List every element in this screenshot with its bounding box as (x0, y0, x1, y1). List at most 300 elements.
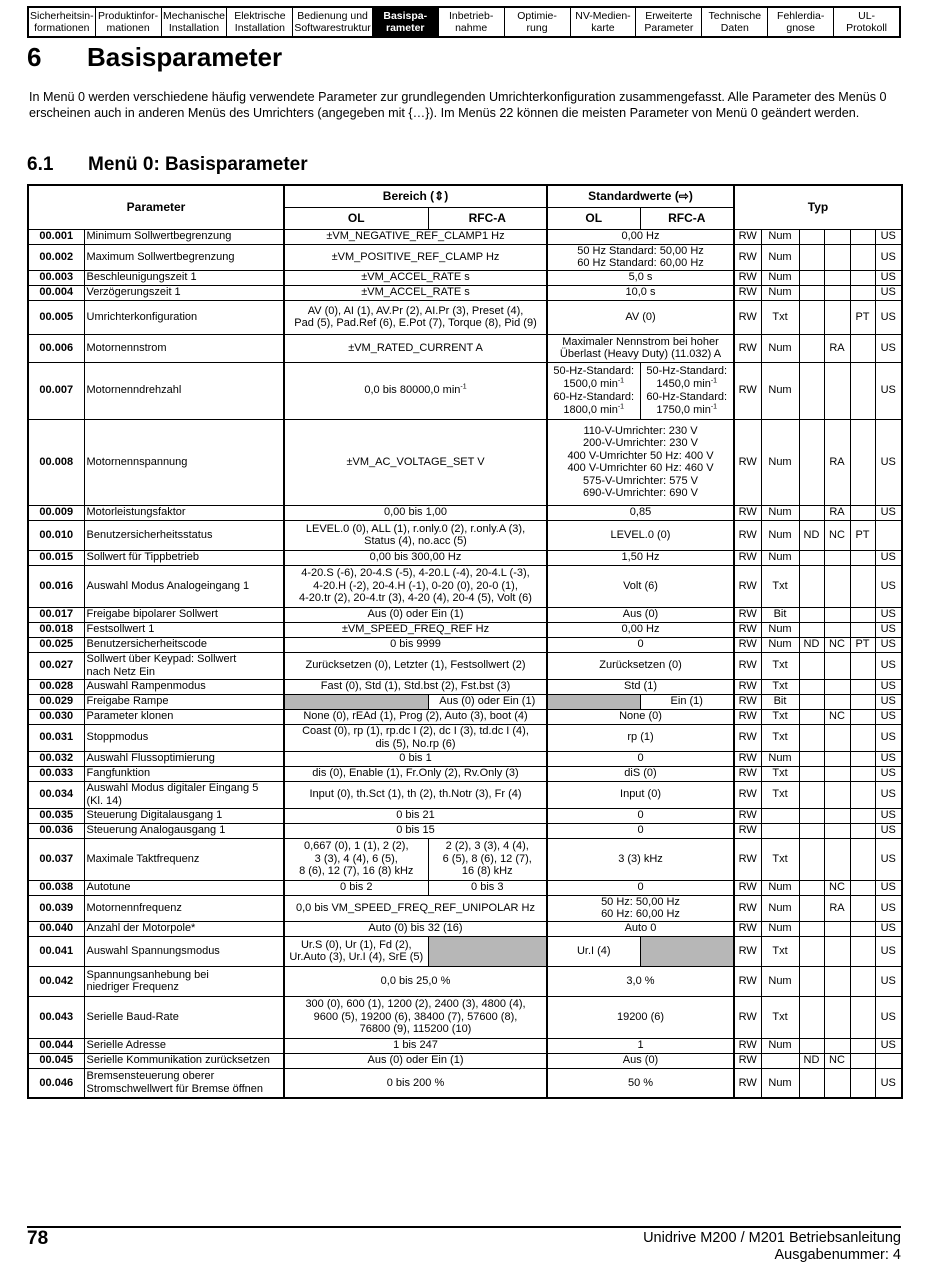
param-name: Stoppmodus (84, 724, 284, 751)
param-name: Sollwert für Tippbetrieb (84, 550, 284, 565)
param-type: RW (734, 419, 761, 505)
param-type (799, 652, 824, 679)
default-line (550, 404, 638, 417)
param-name: Motornenndrehzahl (84, 362, 284, 419)
param-range-ol: 0 bis 2 (284, 880, 428, 895)
param-range: 0 bis 21 (284, 808, 547, 823)
param-type: RA (824, 505, 850, 520)
param-number: 00.025 (28, 637, 84, 652)
param-type: RW (734, 823, 761, 838)
param-type (824, 921, 850, 936)
table-row (28, 607, 902, 622)
param-type: Txt (761, 936, 799, 966)
param-default: Aus (0) (547, 1053, 734, 1068)
param-type: US (875, 766, 902, 781)
param-default: 0,85 (547, 505, 734, 520)
param-type (850, 334, 875, 362)
table-row (28, 694, 902, 709)
default-line (550, 378, 638, 391)
tab-7[interactable]: Optimie- rung (505, 8, 571, 36)
param-range: ±VM_ACCEL_RATE s (284, 285, 547, 300)
param-type: Num (761, 285, 799, 300)
param-type: RW (734, 285, 761, 300)
param-type (824, 751, 850, 766)
param-type: US (875, 823, 902, 838)
param-default: 3,0 % (547, 966, 734, 996)
param-default: 50 Hz Standard: 50,00 Hz 60 Hz Standard: 60,00 Hz (547, 244, 734, 270)
param-type (824, 1068, 850, 1098)
table-row (28, 520, 902, 550)
param-name: Serielle Adresse (84, 1038, 284, 1053)
param-type (824, 966, 850, 996)
param-type: Txt (761, 652, 799, 679)
param-type: RW (734, 622, 761, 637)
param-number: 00.018 (28, 622, 84, 637)
param-number: 00.037 (28, 838, 84, 880)
param-type: US (875, 880, 902, 895)
param-type: US (875, 921, 902, 936)
param-name: Auswahl Modus digitaler Eingang 5 (Kl. 14) (84, 781, 284, 808)
param-number: 00.027 (28, 652, 84, 679)
param-range: AV (0), AI (1), AV.Pr (2), AI.Pr (3), Preset (4), Pad (5), Pad.Ref (6), E.Pot (7), Torque (8), Pid (9) (284, 300, 547, 334)
param-type: RW (734, 1068, 761, 1098)
param-number: 00.036 (28, 823, 84, 838)
table-row (28, 823, 902, 838)
param-type: US (875, 270, 902, 285)
param-type: RW (734, 781, 761, 808)
param-default: 50 % (547, 1068, 734, 1098)
param-number: 00.006 (28, 334, 84, 362)
param-type: US (875, 300, 902, 334)
param-default-rfca: Ein (1) (640, 694, 734, 709)
tab-1[interactable]: Produktinfor- mationen (96, 8, 162, 36)
superscript: -1 (710, 402, 718, 410)
param-type (761, 808, 799, 823)
table-row (28, 550, 902, 565)
param-default: Std (1) (547, 679, 734, 694)
param-type: US (875, 285, 902, 300)
param-default: 0 (547, 637, 734, 652)
param-type (850, 996, 875, 1038)
param-default: 0 (547, 880, 734, 895)
param-range-rfca: 0 bis 3 (428, 880, 547, 895)
param-range: 300 (0), 600 (1), 1200 (2), 2400 (3), 4800 (4), 9600 (5), 19200 (6), 38400 (7), 57600 (8), 76800 (9), 115200 (10) (284, 996, 547, 1038)
param-type: RW (734, 1038, 761, 1053)
param-range: Input (0), th.Sct (1), th (2), th.Notr (3), Fr (4) (284, 781, 547, 808)
param-type (799, 781, 824, 808)
param-type: Num (761, 419, 799, 505)
param-range: Aus (0) oder Ein (1) (284, 1053, 547, 1068)
param-type (824, 838, 850, 880)
param-name: Parameter klonen (84, 709, 284, 724)
table-row (28, 229, 902, 244)
param-number: 00.032 (28, 751, 84, 766)
param-type: US (875, 1038, 902, 1053)
table-row (28, 622, 902, 637)
table-row (28, 300, 902, 334)
param-type (824, 550, 850, 565)
param-type (850, 1038, 875, 1053)
param-range: 0,00 bis 1,00 (284, 505, 547, 520)
param-type (850, 724, 875, 751)
param-type: US (875, 838, 902, 880)
param-type (799, 607, 824, 622)
section-heading (27, 154, 308, 176)
param-type: RA (824, 334, 850, 362)
param-type: US (875, 724, 902, 751)
param-default: rp (1) (547, 724, 734, 751)
param-range: None (0), rEAd (1), Prog (2), Auto (3), boot (4) (284, 709, 547, 724)
param-type: Num (761, 550, 799, 565)
param-default: LEVEL.0 (0) (547, 520, 734, 550)
param-type (850, 565, 875, 607)
param-type (824, 244, 850, 270)
table-row (28, 652, 902, 679)
param-type (850, 808, 875, 823)
tab-9[interactable]: Erweiterte Parameter (636, 8, 702, 36)
param-type (824, 996, 850, 1038)
param-range: 0 bis 15 (284, 823, 547, 838)
table-row (28, 966, 902, 996)
param-type: RW (734, 709, 761, 724)
param-number: 00.033 (28, 766, 84, 781)
param-range: 0 bis 1 (284, 751, 547, 766)
value-text: 1500,0 min (563, 377, 618, 390)
param-type (799, 694, 824, 709)
param-type (850, 823, 875, 838)
footer-rule (27, 1226, 901, 1228)
param-type: US (875, 895, 902, 921)
param-name: Benutzersicherheitsstatus (84, 520, 284, 550)
param-type (799, 996, 824, 1038)
param-number: 00.039 (28, 895, 84, 921)
param-number: 00.007 (28, 362, 84, 419)
tab-11[interactable]: Fehlerdia- gnose (768, 8, 834, 36)
param-range: ±VM_AC_VOLTAGE_SET V (284, 419, 547, 505)
table-row (28, 505, 902, 520)
param-type (799, 766, 824, 781)
param-range: Coast (0), rp (1), rp.dc I (2), dc I (3), td.dc I (4), dis (5), No.rp (6) (284, 724, 547, 751)
param-type (850, 229, 875, 244)
param-type (799, 751, 824, 766)
param-name: Verzögerungszeit 1 (84, 285, 284, 300)
param-type: RW (734, 880, 761, 895)
param-type (850, 921, 875, 936)
param-type (799, 229, 824, 244)
param-type: US (875, 751, 902, 766)
param-range: 4-20.S (-6), 20-4.S (-5), 4-20.L (-4), 20-4.L (-3), 4-20.H (-2), 20-4.H (-1), 0-20 (0), 20-0 (1), 4-20.tr (2), 20-4.tr (3), 4-20 (4), 20-4 (5), Volt (6) (284, 565, 547, 607)
param-type: RW (734, 724, 761, 751)
param-type: Num (761, 244, 799, 270)
param-range-ol: Ur.S (0), Ur (1), Fd (2), Ur.Auto (3), Ur.I (4), SrE (5) (284, 936, 428, 966)
param-type (850, 419, 875, 505)
param-type: US (875, 550, 902, 565)
param-name: Maximale Taktfrequenz (84, 838, 284, 880)
param-type: PT (850, 637, 875, 652)
param-number: 00.017 (28, 607, 84, 622)
table-row (28, 362, 902, 419)
param-type: NC (824, 520, 850, 550)
tab-5[interactable]: Basispa- rameter (373, 8, 439, 36)
param-type (824, 229, 850, 244)
param-type (799, 823, 824, 838)
param-type: US (875, 966, 902, 996)
table-row (28, 936, 902, 966)
edition-number: Ausgabenummer: 4 (774, 1247, 901, 1263)
default-line (643, 404, 732, 417)
param-type: RW (734, 921, 761, 936)
param-type (761, 1053, 799, 1068)
param-range-rfca: 2 (2), 3 (3), 4 (4), 6 (5), 8 (6), 12 (7), 16 (8) kHz (428, 838, 547, 880)
param-default: Maximaler Nennstrom bei hoher Überlast (Heavy Duty) (11.032) A (547, 334, 734, 362)
param-type (799, 550, 824, 565)
table-row (28, 270, 902, 285)
table-row (28, 679, 902, 694)
param-type: Num (761, 895, 799, 921)
param-type (850, 607, 875, 622)
default-line: 60-Hz-Standard: (553, 390, 635, 403)
param-range: 1 bis 247 (284, 1038, 547, 1053)
param-type (799, 419, 824, 505)
param-number: 00.031 (28, 724, 84, 751)
param-range: Fast (0), Std (1), Std.bst (2), Fst.bst (3) (284, 679, 547, 694)
param-type: US (875, 694, 902, 709)
param-type (824, 285, 850, 300)
param-default-rfca (640, 362, 734, 419)
param-default: 3 (3) kHz (547, 838, 734, 880)
param-type: NC (824, 880, 850, 895)
param-name: Anzahl der Motorpole* (84, 921, 284, 936)
param-default: AV (0) (547, 300, 734, 334)
param-type: PT (850, 520, 875, 550)
param-type (875, 1053, 902, 1068)
param-default: diS (0) (547, 766, 734, 781)
tab-0[interactable]: Sicherheitsin- formationen (30, 10, 94, 34)
param-type (850, 1053, 875, 1068)
param-number: 00.040 (28, 921, 84, 936)
param-type: ND (799, 1053, 824, 1068)
tab-6[interactable]: Inbetrieb- nahme (439, 8, 505, 36)
param-type (799, 966, 824, 996)
param-type: Num (761, 637, 799, 652)
param-name: Autotune (84, 880, 284, 895)
param-name: Umrichterkonfiguration (84, 300, 284, 334)
param-type (850, 694, 875, 709)
tab-4[interactable]: Bedienung und Softwarestruktur (294, 10, 371, 34)
table-row (28, 709, 902, 724)
param-range: ±VM_SPEED_FREQ_REF Hz (284, 622, 547, 637)
param-type: RW (734, 766, 761, 781)
param-default: 19200 (6) (547, 996, 734, 1038)
parameter-table (27, 184, 903, 1099)
tab-12[interactable]: UL- Protokoll (846, 10, 888, 34)
param-range: ±VM_ACCEL_RATE s (284, 270, 547, 285)
param-type (850, 895, 875, 921)
param-type: RW (734, 936, 761, 966)
param-name: Maximum Sollwertbegrenzung (84, 244, 284, 270)
param-type: RW (734, 966, 761, 996)
param-type: RW (734, 637, 761, 652)
param-type: US (875, 1068, 902, 1098)
param-name: Freigabe bipolarer Sollwert (84, 607, 284, 622)
param-type (824, 1038, 850, 1053)
param-default: 10,0 s (547, 285, 734, 300)
param-default: Auto 0 (547, 921, 734, 936)
param-type: Num (761, 362, 799, 419)
param-type: RW (734, 607, 761, 622)
param-type (799, 679, 824, 694)
param-type: Txt (761, 679, 799, 694)
param-name: Sollwert über Keypad: Sollwert nach Netz Ein (84, 652, 284, 679)
tab-2[interactable]: Mechanische Installation (162, 8, 228, 36)
param-number: 00.042 (28, 966, 84, 996)
table-row (28, 751, 902, 766)
param-name: Benutzersicherheitscode (84, 637, 284, 652)
param-name: Festsollwert 1 (84, 622, 284, 637)
header-default-rfca: RFC-A (640, 207, 734, 229)
param-number: 00.009 (28, 505, 84, 520)
param-type (824, 270, 850, 285)
param-type (799, 808, 824, 823)
param-type: US (875, 622, 902, 637)
param-type: Num (761, 921, 799, 936)
table-row (28, 724, 902, 751)
param-type: RW (734, 550, 761, 565)
header-range-rfca: RFC-A (428, 207, 547, 229)
param-default: 0 (547, 823, 734, 838)
param-type: RW (734, 652, 761, 679)
param-type (850, 622, 875, 637)
param-type: RA (824, 895, 850, 921)
table-row (28, 808, 902, 823)
param-number: 00.028 (28, 679, 84, 694)
param-range: Auto (0) bis 32 (16) (284, 921, 547, 936)
param-type (799, 300, 824, 334)
range-ol-empty (284, 694, 428, 709)
param-type (799, 505, 824, 520)
param-type (850, 966, 875, 996)
param-type: Num (761, 880, 799, 895)
param-name: Freigabe Rampe (84, 694, 284, 709)
param-number: 00.045 (28, 1053, 84, 1068)
param-type: US (875, 334, 902, 362)
param-number: 00.001 (28, 229, 84, 244)
param-name: Serielle Kommunikation zurücksetzen (84, 1053, 284, 1068)
param-number: 00.003 (28, 270, 84, 285)
param-range: ±VM_RATED_CURRENT A (284, 334, 547, 362)
param-type: RW (734, 300, 761, 334)
param-type: Txt (761, 838, 799, 880)
chapter-heading (27, 42, 282, 73)
param-type (850, 766, 875, 781)
param-type (824, 724, 850, 751)
param-range: 0,0 bis VM_SPEED_FREQ_REF_UNIPOLAR Hz (284, 895, 547, 921)
param-number: 00.016 (28, 565, 84, 607)
param-type (799, 1068, 824, 1098)
default-line (643, 378, 732, 391)
param-type: US (875, 607, 902, 622)
param-range: Aus (0) oder Ein (1) (284, 607, 547, 622)
value-text: 1750,0 min (656, 403, 711, 416)
param-type (824, 652, 850, 679)
param-type: Txt (761, 724, 799, 751)
table-row (28, 565, 902, 607)
param-type (799, 565, 824, 607)
param-type (799, 622, 824, 637)
table-row (28, 1068, 902, 1098)
param-default: Input (0) (547, 781, 734, 808)
param-type (761, 823, 799, 838)
param-type: US (875, 637, 902, 652)
param-type (824, 781, 850, 808)
param-type: US (875, 709, 902, 724)
param-range (284, 362, 547, 419)
param-number: 00.041 (28, 936, 84, 966)
param-default: 1,50 Hz (547, 550, 734, 565)
table-row (28, 766, 902, 781)
footer-manual-info (643, 1230, 901, 1264)
table-row (28, 921, 902, 936)
param-type (799, 724, 824, 751)
superscript: -1 (710, 376, 718, 384)
param-type: Num (761, 966, 799, 996)
param-default-ol: Ur.I (4) (547, 936, 640, 966)
param-number: 00.002 (28, 244, 84, 270)
param-range-rfca: Aus (0) oder Ein (1) (428, 694, 547, 709)
param-type (850, 505, 875, 520)
param-name: Steuerung Analogausgang 1 (84, 823, 284, 838)
param-number: 00.004 (28, 285, 84, 300)
param-range-ol: 0,667 (0), 1 (1), 2 (2), 3 (3), 4 (4), 6 (5), 8 (6), 12 (7), 16 (8) kHz (284, 838, 428, 880)
param-type: ND (799, 520, 824, 550)
default-line: 50-Hz-Standard: (553, 364, 635, 377)
superscript: -1 (617, 402, 625, 410)
tab-3[interactable]: Elektrische Installation (227, 8, 293, 36)
param-type: NC (824, 637, 850, 652)
param-type (824, 300, 850, 334)
param-name: Beschleunigungszeit 1 (84, 270, 284, 285)
param-type: Txt (761, 996, 799, 1038)
tab-10[interactable]: Technische Daten (702, 8, 768, 36)
param-default-ol (547, 362, 640, 419)
param-type: RW (734, 229, 761, 244)
param-range: dis (0), Enable (1), Fr.Only (2), Rv.Only (3) (284, 766, 547, 781)
section-title: Menü 0: Basisparameter (88, 154, 308, 175)
param-type (799, 334, 824, 362)
tab-8[interactable]: NV-Medien- karte (571, 8, 637, 36)
param-type (850, 244, 875, 270)
param-type: US (875, 808, 902, 823)
param-range: Zurücksetzen (0), Letzter (1), Festsollwert (2) (284, 652, 547, 679)
param-type: Txt (761, 766, 799, 781)
param-type: Num (761, 1038, 799, 1053)
param-name: Bremsensteuerung oberer Stromschwellwert für Bremse öffnen (84, 1068, 284, 1098)
param-name: Motornennfrequenz (84, 895, 284, 921)
section-number: 6.1 (27, 154, 54, 175)
param-type (850, 936, 875, 966)
param-type: RW (734, 505, 761, 520)
param-type: US (875, 781, 902, 808)
param-type: Num (761, 1068, 799, 1098)
table-row (28, 838, 902, 880)
param-type: RW (734, 808, 761, 823)
param-number: 00.034 (28, 781, 84, 808)
param-type: US (875, 505, 902, 520)
param-type: RW (734, 838, 761, 880)
param-default: 110-V-Umrichter: 230 V 200-V-Umrichter: 230 V 400 V-Umrichter 50 Hz: 400 V 400 V-Umrichter 60 Hz: 460 V 575-V-Umrichter: 575 V 690-V-Umrichter: 690 V (547, 419, 734, 505)
param-type: Bit (761, 607, 799, 622)
param-type: US (875, 996, 902, 1038)
